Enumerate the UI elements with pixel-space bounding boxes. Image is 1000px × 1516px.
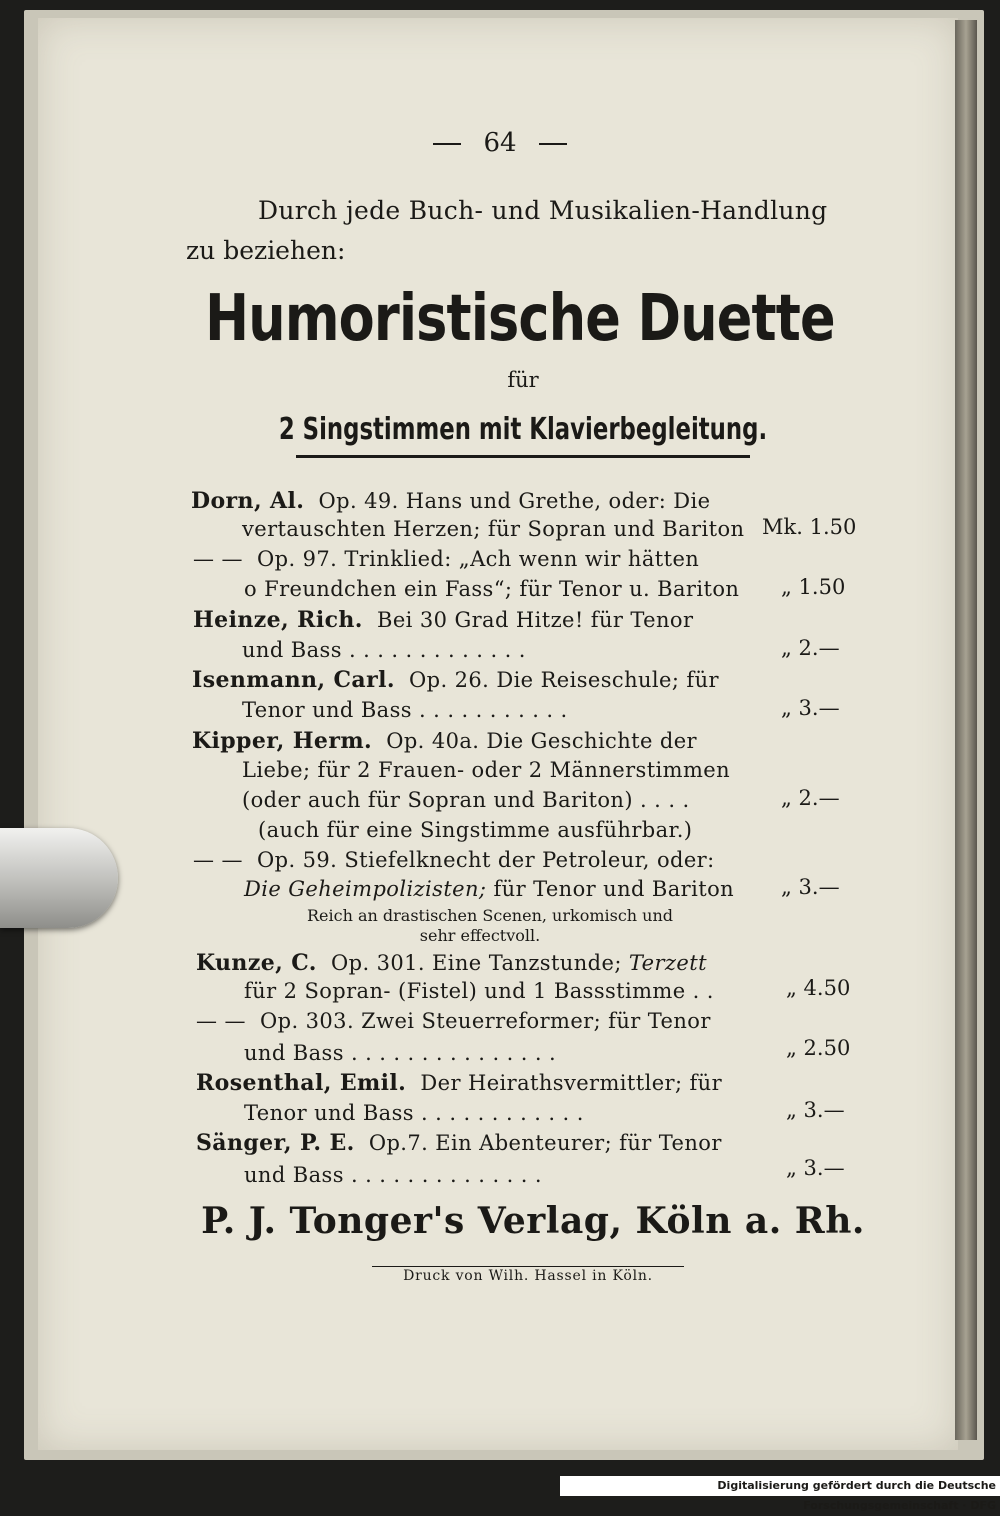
entry-kunze-line1 — [196, 950, 707, 976]
entry-dorn97-price: „ 1.50 — [781, 575, 846, 599]
entry-dorn97-line1 — [193, 547, 699, 571]
entry-kipper-line2: Liebe; für 2 Frauen- oder 2 Männerstimmen — [242, 758, 731, 782]
entry-kipper59-note1: Reich an drastischen Scenen, urkomisch und — [306, 906, 674, 925]
entry-text: Op. 40a. Die Geschichte der — [386, 729, 697, 753]
entry-rosenthal-line1 — [196, 1070, 722, 1096]
entry-text: Op. 301. Eine Tanzstunde; — [330, 951, 622, 975]
entry-text: für Tenor und Bariton — [493, 877, 735, 901]
printer-line: Druck von Wilh. Hassel in Köln. — [403, 1268, 653, 1284]
intro-line-1: Durch jede Buch- und Musikalien-Handlung — [258, 196, 828, 225]
entry-kipper59-line2 — [244, 877, 734, 901]
entry-saenger-line1 — [196, 1130, 722, 1156]
entry-dorn97-line2: o Freundchen ein Fass“; für Tenor u. Bariton — [244, 577, 740, 601]
page-number — [0, 128, 1000, 158]
entry-text: Op. 59. Stiefelknecht der Petroleur, oder: — [257, 848, 715, 872]
composer-name: Kipper, Herm. — [192, 728, 373, 754]
entry-kunze303-line2: und Bass . . . . . . . . . . . . . . . — [244, 1041, 557, 1065]
entry-text: Op. 49. Hans und Grethe, oder: Die — [318, 489, 711, 513]
entry-kipper59-price: „ 3.— — [781, 875, 840, 899]
entry-isenmann-line2: Tenor und Bass . . . . . . . . . . . — [242, 698, 568, 722]
subheading-rule — [296, 455, 750, 458]
digitization-footer: Digitalisierung gefördert durch die Deutsche Forschungsgemeinschaft · DFG — [560, 1476, 1000, 1496]
entry-kipper-line3: (oder auch für Sopran und Bariton) . . . . — [242, 788, 690, 812]
entry-kunze303-price: „ 2.50 — [786, 1036, 851, 1060]
composer-name: Rosenthal, Emil. — [196, 1070, 407, 1096]
composer-name: Isenmann, Carl. — [192, 667, 395, 693]
dash-right — [539, 143, 567, 145]
entry-kipper-line1 — [192, 728, 697, 754]
entry-dorn-price: Mk. 1.50 — [762, 515, 857, 539]
italic-title: Die Geheimpolizisten; — [244, 877, 487, 901]
entry-text: Der Heirathsvermittler; für — [420, 1071, 723, 1095]
composer-name: Kunze, C. — [196, 950, 317, 976]
entry-kunze303-line1 — [196, 1009, 711, 1033]
entry-heinze-price: „ 2.— — [781, 636, 840, 660]
intro-line-2: zu beziehen: — [186, 236, 346, 265]
entry-dorn-line2: vertauschten Herzen; für Sopran und Bariton — [242, 517, 745, 541]
entry-text: Op. 303. Zwei Steuerreformer; für Tenor — [260, 1009, 711, 1033]
composer-name: Heinze, Rich. — [193, 607, 363, 633]
entry-rosenthal-price: „ 3.— — [786, 1098, 845, 1122]
subheading: 2 Singstimmen mit Klavierbegleitung. — [278, 412, 768, 447]
composer-name: — — — [193, 848, 243, 872]
entry-text: Op.7. Ein Abenteurer; für Tenor — [368, 1131, 722, 1155]
composer-name: — — — [196, 1009, 246, 1033]
entry-dorn-line1 — [191, 488, 710, 514]
entry-isenmann-price: „ 3.— — [781, 696, 840, 720]
entry-kipper59-note2: sehr effectvoll. — [419, 926, 541, 945]
publisher-imprint: P. J. Tonger's Verlag, Köln a. Rh. — [201, 1200, 865, 1242]
entry-kunze-line2: für 2 Sopran- (Fistel) und 1 Bassstimme . . — [244, 979, 714, 1003]
entry-kipper-price: „ 2.— — [781, 786, 840, 810]
composer-name: — — — [193, 547, 243, 571]
entry-text: Op. 97. Trinklied: „Ach wenn wir hätten — [257, 547, 700, 571]
dash-left — [433, 143, 461, 145]
composer-name: Sänger, P. E. — [196, 1130, 355, 1156]
italic-label: Terzett — [628, 951, 707, 975]
entry-text: Bei 30 Grad Hitze! für Tenor — [377, 608, 694, 632]
entry-kipper-line4: (auch für eine Singstimme ausführbar.) — [258, 818, 693, 842]
entry-rosenthal-line2: Tenor und Bass . . . . . . . . . . . . — [244, 1101, 584, 1125]
entry-isenmann-line1 — [192, 667, 719, 693]
entry-saenger-line2: und Bass . . . . . . . . . . . . . . — [244, 1163, 542, 1187]
entry-saenger-price: „ 3.— — [786, 1156, 845, 1180]
entry-kipper59-line1 — [193, 848, 715, 872]
composer-name: Dorn, Al. — [191, 488, 305, 514]
entry-kunze-price: „ 4.50 — [786, 976, 851, 1000]
headline: Humoristische Duette — [205, 282, 835, 356]
page-number-value: 64 — [483, 128, 517, 158]
printer-rule — [372, 1266, 684, 1267]
fuer-label: für — [507, 368, 539, 392]
entry-heinze-line1 — [193, 607, 693, 633]
entry-text: Op. 26. Die Reiseschule; für — [409, 668, 719, 692]
entry-heinze-line2: und Bass . . . . . . . . . . . . . — [242, 638, 526, 662]
